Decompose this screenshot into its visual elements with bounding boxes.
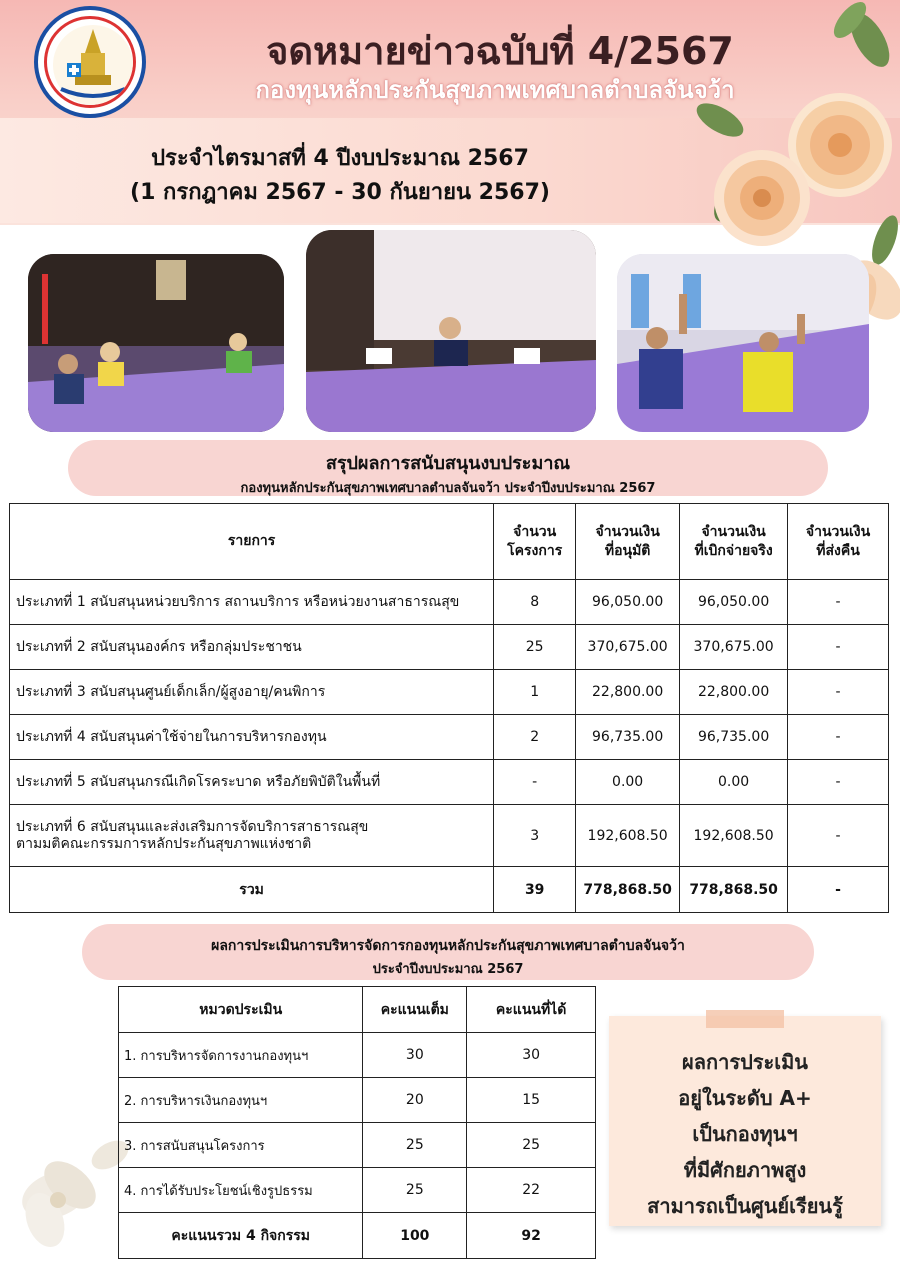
fund-logo <box>34 6 146 118</box>
col-header-score: คะแนนที่ได้ <box>467 987 596 1033</box>
table-row: 3. การสนับสนุนโครงการ 25 25 <box>119 1123 596 1168</box>
table-row: ประเภทที่ 3 สนับสนุนศูนย์เด็กเล็ก/ผู้สูงอายุ/คนพิการ 1 22,800.00 22,800.00 - <box>10 670 889 715</box>
col-header-category: หมวดประเมิน <box>119 987 363 1033</box>
col-header-item: รายการ <box>10 504 494 580</box>
table-row: ประเภทที่ 4 สนับสนุนค่าใช้จ่ายในการบริหารกองทุน 2 96,735.00 96,735.00 - <box>10 715 889 760</box>
meeting-photo-1 <box>28 254 284 432</box>
newsletter-title: จดหมายข่าวฉบับที่ 4/2567 <box>266 29 734 73</box>
table-row: 2. การบริหารเงินกองทุนฯ 20 15 <box>119 1078 596 1123</box>
table-total-row: รวม 39 778,868.50 778,868.50 - <box>10 867 889 913</box>
row-item-line2: ตามมติคณะกรรมการหลักประกันสุขภาพแห่งชาติ <box>16 835 312 852</box>
quarter-period: ประจำไตรมาสที่ 4 ปีงบประมาณ 2567 <box>151 146 529 171</box>
date-range: (1 กรกฎาคม 2567 - 30 กันยายน 2567) <box>130 180 550 205</box>
evaluation-title: ผลการประเมินการบริหารจัดการกองทุนหลักประกันสุขภาพเทศบาลตำบลจันจว้า <box>211 938 685 954</box>
temple-emblem-icon <box>47 19 136 108</box>
evaluation-table <box>118 986 596 1259</box>
table-row: ประเภทที่ 2 สนับสนุนองค์กร หรือกลุ่มประชาชน 25 370,675.00 370,675.00 - <box>10 625 889 670</box>
budget-table-header <box>10 504 889 580</box>
budget-summary-heading <box>68 440 828 496</box>
meeting-photo-3 <box>617 254 869 432</box>
tape-decoration <box>706 1010 784 1028</box>
voting-photo-icon <box>617 254 869 432</box>
col-header-disbursed: จำนวนเงิน ที่เบิกจ่ายจริง <box>680 504 788 580</box>
table-row: ประเภทที่ 6 สนับสนุนและส่งเสริมการจัดบริการสาธารณสุข ตามมติคณะกรรมการหลักประกันสุขภาพแห่งชาติ 3 192,608.50 192,608.50 - <box>10 805 889 867</box>
budget-summary-title: สรุปผลการสนับสนุนงบประมาณ <box>325 453 571 474</box>
col-header-projects: จำนวน โครงการ <box>494 504 576 580</box>
budget-summary-subtitle: กองทุนหลักประกันสุขภาพเทศบาลตำบลจันจว้า ประจำปีงบประมาณ 2567 <box>240 481 656 496</box>
table-row: ประเภทที่ 1 สนับสนุนหน่วยบริการ สถานบริการ หรือหน่วยงานสาธารณสุข 8 96,050.00 96,050.00 - <box>10 580 889 625</box>
col-header-returned: จำนวนเงิน ที่ส่งคืน <box>788 504 889 580</box>
row-item-line1: ประเภทที่ 6 สนับสนุนและส่งเสริมการจัดบริการสาธารณสุข <box>16 819 369 836</box>
evaluation-heading <box>82 924 814 980</box>
meeting-room-photo-icon <box>28 254 284 432</box>
meeting-photo-2 <box>306 230 596 432</box>
budget-table <box>9 503 889 913</box>
evaluation-table-header <box>119 987 596 1033</box>
table-row: 1. การบริหารจัดการงานกองทุนฯ 30 30 <box>119 1033 596 1078</box>
col-header-full-score: คะแนนเต็ม <box>363 987 467 1033</box>
chrysanthemum-icon <box>714 150 810 246</box>
table-row: 4. การได้รับประโยชน์เชิงรูปธรรม 25 22 <box>119 1168 596 1213</box>
col-header-approved: จำนวนเงิน ที่อนุมัติ <box>576 504 680 580</box>
logo-emblem <box>44 16 136 108</box>
table-row: ประเภทที่ 5 สนับสนุนกรณีเกิดโรคระบาด หรือภัยพิบัติในพื้นที่ - 0.00 0.00 - <box>10 760 889 805</box>
chairman-photo-icon <box>306 230 596 432</box>
fund-name-subtitle: กองทุนหลักประกันสุขภาพเทศบาลตำบลจันจว้า <box>255 76 735 104</box>
evaluation-subtitle: ประจำปีงบประมาณ 2567 <box>372 962 524 977</box>
result-note-text: ผลการประเมิน อยู่ในระดับ A+ เป็นกองทุนฯ ที่มีศักยภาพสูง สามารถเป็นศูนย์เรียนรู้ <box>647 1050 843 1218</box>
table-total-row: คะแนนรวม 4 กิจกรรม 100 92 <box>119 1213 596 1259</box>
